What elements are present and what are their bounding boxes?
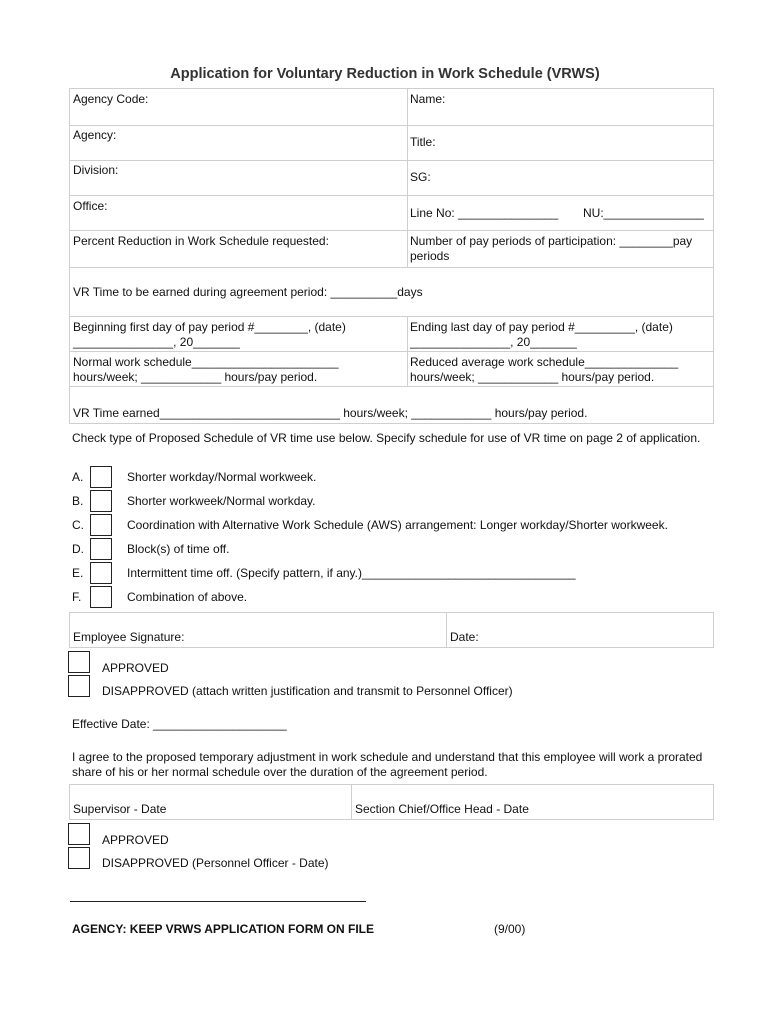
option-a-letter: A.	[72, 470, 84, 484]
beginning-label-line2: _______________, 20_______	[73, 335, 240, 349]
option-e-letter: E.	[72, 566, 84, 580]
reduced-schedule-line2: hours/week; ____________ hours/pay period.	[410, 370, 655, 384]
disapproved-label-2: DISAPPROVED (Personnel Officer - Date)	[102, 856, 329, 870]
option-f-checkbox[interactable]	[90, 586, 112, 608]
vr-time-period-label: VR Time to be earned during agreement period: __________days	[73, 285, 423, 299]
signature-line	[70, 901, 366, 902]
table-cell-name	[407, 88, 714, 126]
approved-checkbox-2[interactable]	[68, 823, 90, 845]
employee-date-cell[interactable]	[446, 612, 714, 648]
option-e-label: Intermittent time off. (Specify pattern, if any.)________________________________	[127, 566, 576, 580]
normal-schedule-line1: Normal work schedule______________________	[73, 355, 339, 369]
agency-code-label: Agency Code:	[73, 92, 149, 106]
supervisor-date-label: Supervisor - Date	[73, 802, 167, 816]
table-cell-office	[69, 195, 408, 231]
option-f-label: Combination of above.	[127, 590, 248, 604]
table-cell-agency	[69, 125, 408, 161]
check-type-instructions: Check type of Proposed Schedule of VR time use below. Specify schedule for use of VR time on page 2 of application.	[72, 431, 701, 445]
ending-label-line2: _______________, 20_______	[410, 335, 577, 349]
form-title: Application for Voluntary Reduction in Work Schedule (VRWS)	[170, 66, 600, 82]
footer-agency-note: AGENCY: KEEP VRWS APPLICATION FORM ON FILE	[72, 922, 375, 936]
disapproved-checkbox-1[interactable]	[68, 675, 90, 697]
employee-signature-label: Employee Signature:	[73, 630, 185, 644]
agency-label: Agency:	[73, 128, 117, 142]
sg-label: SG:	[410, 170, 431, 184]
option-d-checkbox[interactable]	[90, 538, 112, 560]
option-d-label: Block(s) of time off.	[127, 542, 230, 556]
table-cell-sg	[407, 160, 714, 196]
normal-schedule-line2: hours/week; ____________ hours/pay period.	[73, 370, 318, 384]
name-label: Name:	[410, 92, 446, 106]
disapproved-label-1: DISAPPROVED (attach written justification and transmit to Personnel Officer)	[102, 684, 513, 698]
option-a-label: Shorter workday/Normal workweek.	[127, 470, 317, 484]
ending-label-line1: Ending last day of pay period #_________, (date)	[410, 320, 673, 334]
approved-label-1: APPROVED	[102, 661, 169, 675]
vr-time-earned-label: VR Time earned___________________________ hours/week; ____________ hours/pay period.	[73, 406, 588, 420]
approved-label-2: APPROVED	[102, 833, 169, 847]
agreement-statement: I agree to the proposed temporary adjustment in work schedule and understand that this employee will work a prorated share of his or her normal schedule over the duration of the agreement period.	[72, 750, 703, 779]
effective-date-label: Effective Date: ____________________	[72, 717, 287, 731]
option-c-checkbox[interactable]	[90, 514, 112, 536]
option-d-letter: D.	[72, 542, 84, 556]
division-label: Division:	[73, 163, 119, 177]
option-f-letter: F.	[72, 590, 82, 604]
option-c-letter: C.	[72, 518, 84, 532]
option-c-label: Coordination with Alternative Work Schedule (AWS) arrangement: Longer workday/Shorter workweek.	[127, 518, 668, 532]
nu-label: NU:_______________	[583, 206, 704, 220]
option-a-checkbox[interactable]	[90, 466, 112, 488]
line-no-label: Line No: _______________	[410, 206, 559, 220]
approved-checkbox-1[interactable]	[68, 651, 90, 673]
table-cell-division	[69, 160, 408, 196]
footer-form-date: (9/00)	[494, 922, 526, 936]
reduced-schedule-line1: Reduced average work schedule______________	[410, 355, 679, 369]
section-chief-date-label: Section Chief/Office Head - Date	[355, 802, 529, 816]
beginning-label-line1: Beginning first day of pay period #________, (date)	[73, 320, 346, 334]
percent-reduction-label: Percent Reduction in Work Schedule requested:	[73, 234, 329, 248]
option-b-letter: B.	[72, 494, 84, 508]
option-b-label: Shorter workweek/Normal workday.	[127, 494, 316, 508]
option-b-checkbox[interactable]	[90, 490, 112, 512]
pay-periods-label-line2: periods	[410, 249, 450, 263]
employee-date-label: Date:	[450, 630, 479, 644]
option-e-checkbox[interactable]	[90, 562, 112, 584]
table-cell-title	[407, 125, 714, 161]
pay-periods-label-line1: Number of pay periods of participation: ________pay	[410, 234, 693, 248]
office-label: Office:	[73, 199, 108, 213]
disapproved-checkbox-2[interactable]	[68, 847, 90, 869]
title-label: Title:	[410, 135, 436, 149]
